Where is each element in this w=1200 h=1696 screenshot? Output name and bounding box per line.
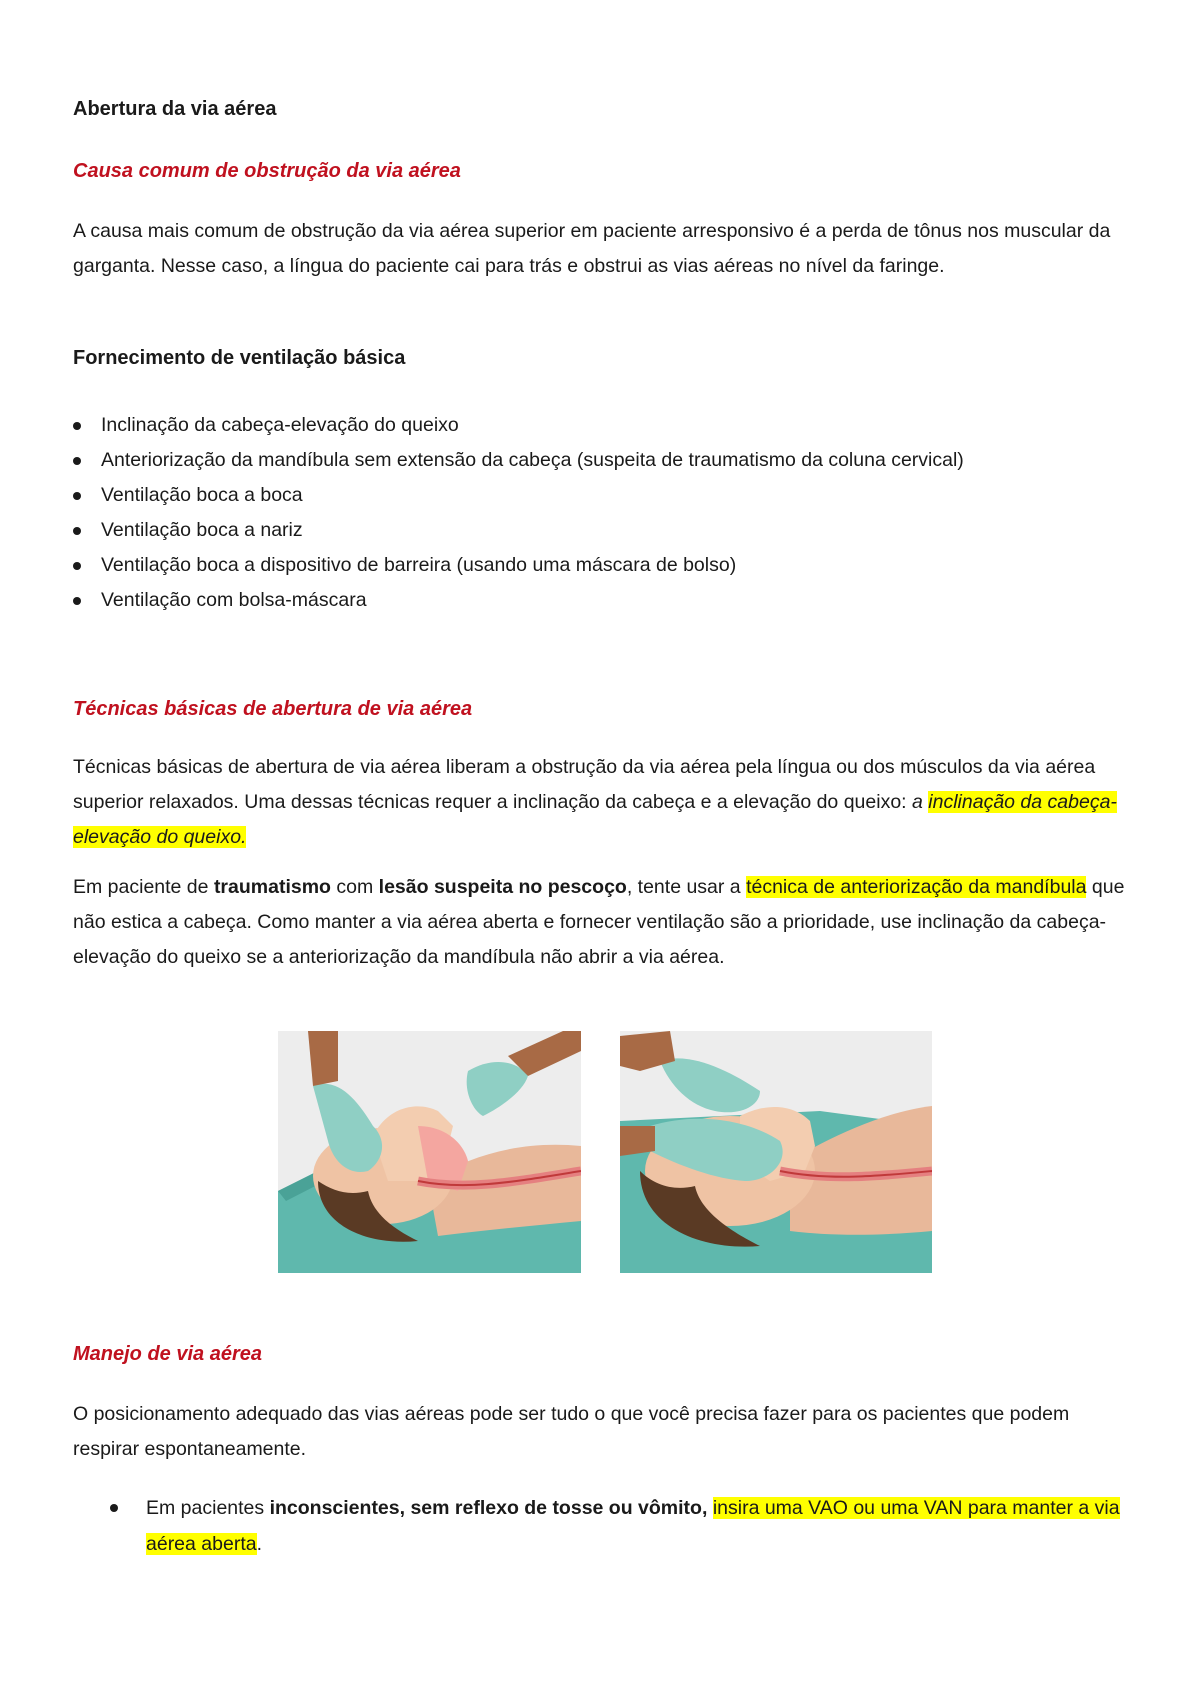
heading-basic-techniques: Técnicas básicas de abertura de via aérea bbox=[73, 698, 473, 720]
document-title: Abertura da via aérea bbox=[73, 98, 277, 120]
list-item: Ventilação boca a dispositivo de barreira (usando uma máscara de bolso) bbox=[73, 548, 1113, 583]
highlight-head-tilt: inclinação da cabeça-elevação do queixo. bbox=[73, 791, 1117, 848]
paragraph-airway-management: O posicionamento adequado das vias aéreas pode ser tudo o que você precisa fazer para os pacientes que podem respirar espontaneamente. bbox=[73, 1403, 1070, 1460]
highlight-insert-airway: insira uma VAO ou uma VAN para manter a via aérea aberta bbox=[146, 1497, 1120, 1555]
bullet-icon bbox=[73, 597, 81, 605]
list-item: Em pacientes inconscientes, sem reflexo de tosse ou vômito, insira uma VAO ou uma VAN para manter a via aérea aberta. bbox=[110, 1490, 1120, 1562]
highlight-jaw-thrust: técnica de anteriorização da mandíbula bbox=[746, 876, 1087, 898]
bullet-icon bbox=[73, 492, 81, 500]
bullet-icon bbox=[73, 562, 81, 570]
heading-airway-management: Manejo de via aérea bbox=[73, 1343, 262, 1365]
ventilation-list bbox=[73, 408, 1113, 618]
bullet-icon bbox=[73, 527, 81, 535]
list-item: Ventilação boca a boca bbox=[73, 478, 1113, 513]
list-item: Ventilação com bolsa-máscara bbox=[73, 583, 1113, 618]
list-item: Anteriorização da mandíbula sem extensão da cabeça (suspeita de traumatismo da coluna cervical) bbox=[73, 443, 1113, 478]
paragraph-obstruction-cause: A causa mais comum de obstrução da via aérea superior em paciente arresponsivo é a perda de tônus nos muscular da garganta. Nesse caso, a língua do paciente cai para trás e obstrui as vias aéreas no nível da faringe. bbox=[73, 220, 1111, 277]
bullet-icon bbox=[73, 422, 81, 430]
list-item: Inclinação da cabeça-elevação do queixo bbox=[73, 408, 1113, 443]
paragraph-basic-techniques: Técnicas básicas de abertura de via aérea liberam a obstrução da via aérea pela língua ou dos músculos da via aérea superior relaxados. Uma dessas técnicas requer a inclinação da cabeça e a elevação do queixo: a inclinação da cabeça-elevação do queixo. bbox=[73, 756, 1117, 848]
jaw-thrust-illustration bbox=[620, 1031, 932, 1273]
paragraph-trauma: Em paciente de traumatismo com lesão suspeita no pescoço, tente usar a técnica de anteriorização da mandíbula que não estica a cabeça. Como manter a via aérea aberta e fornecer ventilação são a prioridade, use inclinação da cabeça- elevação do queixo se a anteriorização da mandíbula não abrir a via aérea. bbox=[73, 876, 1125, 968]
bullet-icon bbox=[110, 1504, 118, 1512]
heading-basic-ventilation: Fornecimento de ventilação básica bbox=[73, 347, 406, 369]
list-item: Ventilação boca a nariz bbox=[73, 513, 1113, 548]
head-tilt-chin-lift-illustration bbox=[278, 1031, 581, 1273]
airway-management-list bbox=[110, 1490, 1120, 1562]
bullet-icon bbox=[73, 457, 81, 465]
heading-obstruction-cause: Causa comum de obstrução da via aérea bbox=[73, 160, 461, 182]
